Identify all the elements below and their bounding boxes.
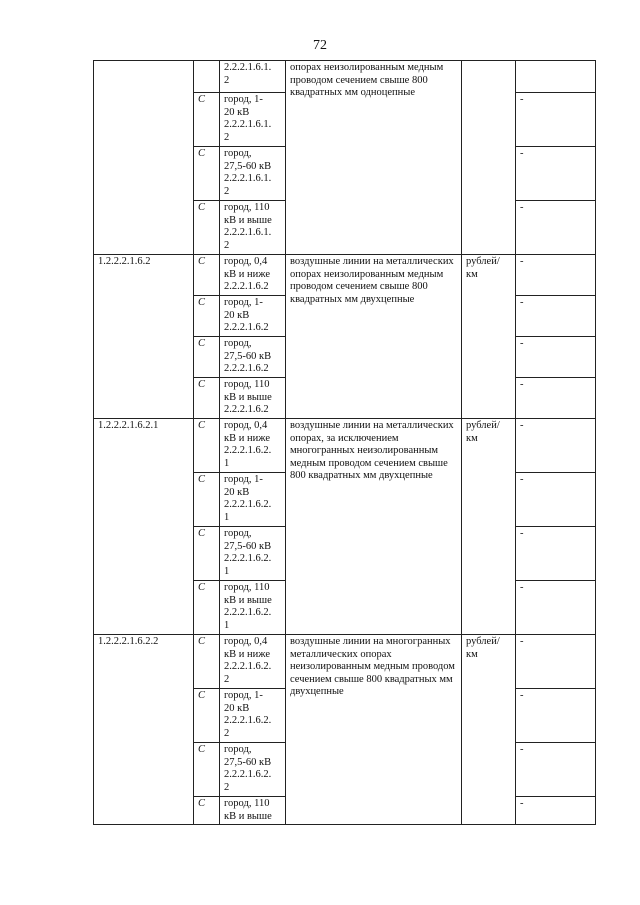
row-voltage-level: город, 110 кВ и выше 2.2.2.1.6.2. 1: [220, 581, 286, 635]
row-letter: С: [194, 337, 220, 378]
table-row: [94, 635, 596, 689]
row-code: 1.2.2.2.1.6.2: [94, 255, 194, 419]
row-value: -: [516, 419, 596, 473]
row-value: -: [516, 473, 596, 527]
row-code: 1.2.2.2.1.6.2.1: [94, 419, 194, 635]
table-row: [94, 419, 596, 473]
row-voltage-level: город, 1- 20 кВ 2.2.2.1.6.2. 2: [220, 689, 286, 743]
table-body: [94, 61, 596, 825]
row-value: -: [516, 527, 596, 581]
row-letter: С: [194, 296, 220, 337]
row-voltage-level: 2.2.2.1.6.1. 2: [220, 61, 286, 93]
row-value: -: [516, 635, 596, 689]
row-voltage-level: город, 27,5-60 кВ 2.2.2.1.6.2: [220, 337, 286, 378]
row-voltage-level: город, 0,4 кВ и ниже 2.2.2.1.6.2: [220, 255, 286, 296]
row-unit: [462, 61, 516, 255]
row-letter: С: [194, 473, 220, 527]
tariff-table: [93, 60, 596, 825]
row-value: -: [516, 337, 596, 378]
row-value: -: [516, 201, 596, 255]
row-description: опорах неизолированным медным проводом сечением свыше 800 квадратных мм одноцепные: [286, 61, 462, 255]
row-value: -: [516, 255, 596, 296]
row-letter: С: [194, 419, 220, 473]
row-value: [516, 61, 596, 93]
row-voltage-level: город, 1- 20 кВ 2.2.2.1.6.2: [220, 296, 286, 337]
row-unit: рублей/ км: [462, 635, 516, 825]
row-description: воздушные линии на металлических опорах неизолированным медным проводом сечением свыше 800 квадратных мм двухцепные: [286, 255, 462, 419]
row-code: [94, 61, 194, 255]
row-unit: рублей/ км: [462, 419, 516, 635]
row-code: 1.2.2.2.1.6.2.2: [94, 635, 194, 825]
row-description: воздушные линии на многогранных металлических опорах неизолированным медным проводом сечением свыше 800 квадратных мм двухцепные: [286, 635, 462, 825]
row-voltage-level: город, 110 кВ и выше 2.2.2.1.6.1. 2: [220, 201, 286, 255]
row-letter: С: [194, 378, 220, 419]
row-letter: С: [194, 797, 220, 825]
row-voltage-level: город, 0,4 кВ и ниже 2.2.2.1.6.2. 2: [220, 635, 286, 689]
row-voltage-level: город, 110 кВ и выше: [220, 797, 286, 825]
row-unit: рублей/ км: [462, 255, 516, 419]
row-voltage-level: город, 1- 20 кВ 2.2.2.1.6.2. 1: [220, 473, 286, 527]
row-letter: С: [194, 743, 220, 797]
row-voltage-level: город, 0,4 кВ и ниже 2.2.2.1.6.2. 1: [220, 419, 286, 473]
row-voltage-level: город, 27,5-60 кВ 2.2.2.1.6.1. 2: [220, 147, 286, 201]
row-letter: С: [194, 527, 220, 581]
row-voltage-level: город, 27,5-60 кВ 2.2.2.1.6.2. 2: [220, 743, 286, 797]
row-value: -: [516, 581, 596, 635]
row-value: -: [516, 93, 596, 147]
row-description: воздушные линии на металлических опорах, за исключением многогранных неизолированным медным проводом сечением свыше 800 квадратных мм двухцепные: [286, 419, 462, 635]
row-value: -: [516, 147, 596, 201]
row-letter: С: [194, 255, 220, 296]
row-letter: С: [194, 689, 220, 743]
row-letter: С: [194, 635, 220, 689]
row-letter: С: [194, 93, 220, 147]
row-letter: [194, 61, 220, 93]
row-voltage-level: город, 110 кВ и выше 2.2.2.1.6.2: [220, 378, 286, 419]
table-row: [94, 255, 596, 296]
page-number: 72: [313, 38, 327, 53]
row-letter: С: [194, 201, 220, 255]
row-letter: С: [194, 581, 220, 635]
row-value: -: [516, 743, 596, 797]
row-value: -: [516, 296, 596, 337]
row-letter: С: [194, 147, 220, 201]
table-row: [94, 61, 596, 93]
row-value: -: [516, 797, 596, 825]
row-value: -: [516, 689, 596, 743]
row-voltage-level: город, 1- 20 кВ 2.2.2.1.6.1. 2: [220, 93, 286, 147]
row-voltage-level: город, 27,5-60 кВ 2.2.2.1.6.2. 1: [220, 527, 286, 581]
row-value: -: [516, 378, 596, 419]
